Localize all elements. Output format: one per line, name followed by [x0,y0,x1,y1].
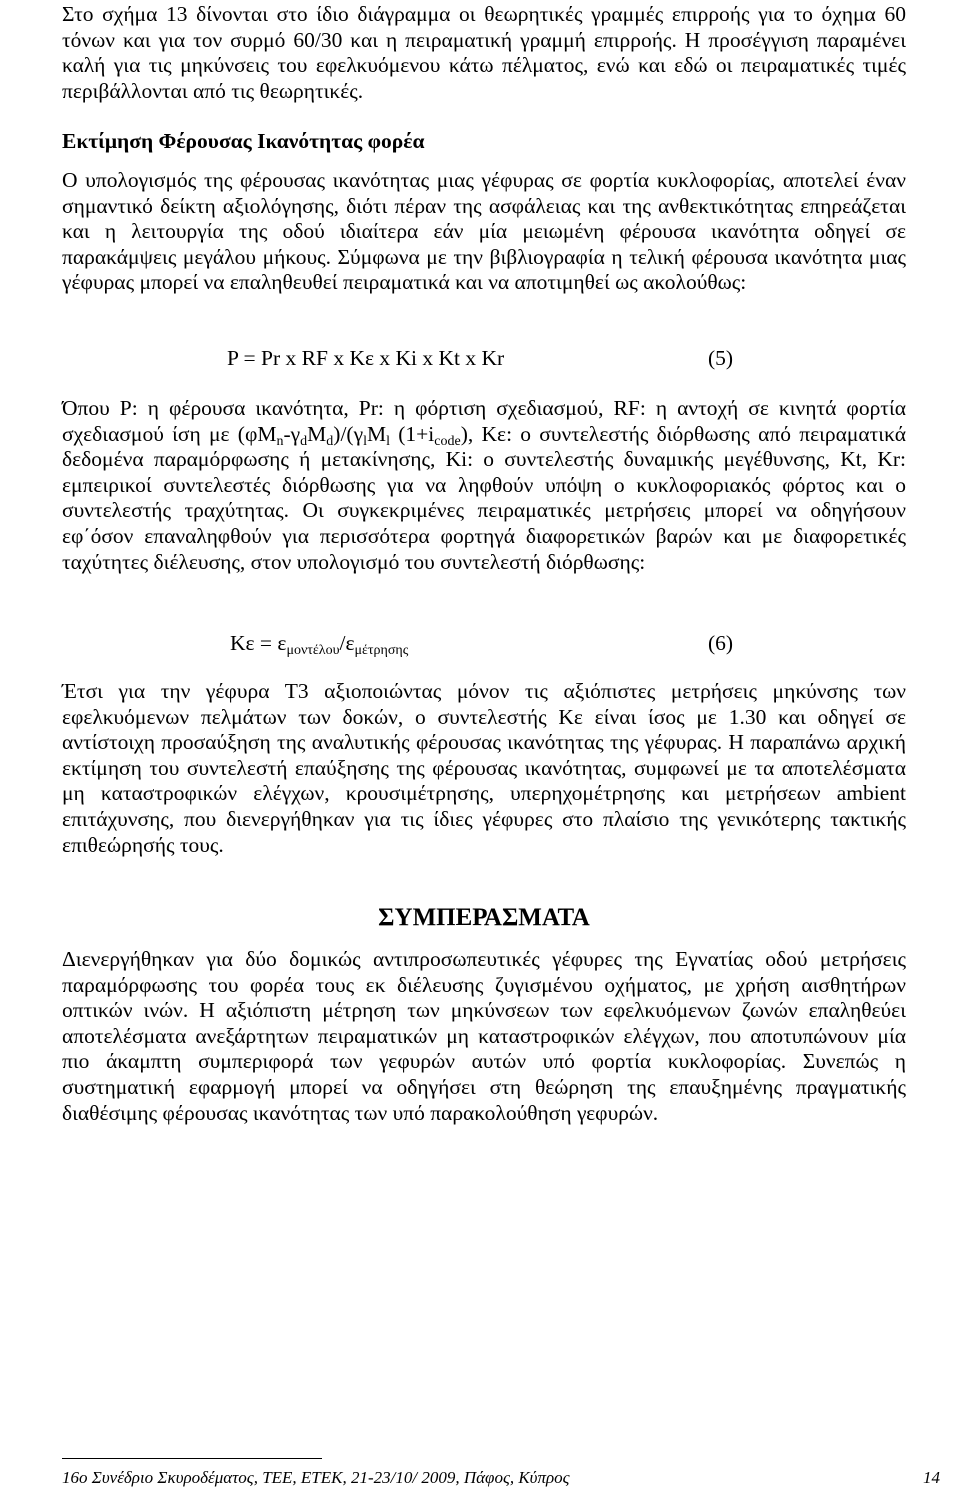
footer-divider [62,1458,322,1459]
text-run: /ε [339,631,355,655]
paragraph-load-capacity-intro: Ο υπολογισμός της φέρουσας ικανότητας μιας γέφυρας σε φορτία κυκλοφορίας, αποτελεί έναν σημαντικό δείκτη αξιολόγησης, διότι πέραν της ασφάλειας και της ανθεκτικότητας επηρεάζεται και η λειτουργία της οδού ιδιαίτερα εάν μία μειωμένη φέρουσα ικανότητα οδηγεί σε παρακάμψεις μεγάλου μήκους. Σύμφωνα με την βιβλιογραφία η τελική φέρουσα ικανότητα μιας γέφυρας μπορεί να επαληθευθεί πειραματικά και να αποτιμηθεί ως ακολούθως: [62,168,906,295]
text-run: Kε = ε [230,631,287,655]
paragraph-conclusions: Διενεργήθηκαν για δύο δομικώς αντιπροσωπευτικές γέφυρες της Εγνατίας οδού μετρήσεις παραμόρφωσης του φορέα τους εκ διέλευσης ζυγισμένου οχήματος, με χρήση αισθητήρων οπτικών ινών. Η αξιόπιστη μέτρηση των μηκύνσεων των εφελκυόμενων ζωνών επαληθεύει αποτελέσματα ανεξάρτητων πειραματικών μη καταστροφικών ελέγχων, που αποτυπώνουν μία πιο άκαμπτη συμπεριφορά των γεφυρών αυτών υπό φορτία κυκλοφορίας. Συνεπώς η συστηματική εφαρμογή μπορεί να οδηγήσει στη θεώρηση της επαυξημένης πραγματικής διαθέσιμης φέρουσας ικανότητας των υπό παρακολούθηση γεφυρών. [62,947,906,1125]
subscript: n [276,433,284,449]
section-heading-conclusions: ΣΥΜΠΕΡΑΣΜΑΤΑ [378,904,590,931]
subscript: l [363,433,367,449]
subscript: d [300,433,308,449]
subscript: code [434,433,461,449]
equation-5-number: (5) [708,346,734,370]
text-run: -γ [283,421,301,446]
equation-5-expression: P = Pr x RF x Kε x Ki x Kt x Kr [227,346,505,370]
text-run: )/(γ [333,421,364,446]
text-run: Όπου P: η φέρουσα ικανότητα, Pr: η φόρτιση σχεδιασμού, RF: η αντοχή σε κινητά φορτία σχεδιασμού ίση με (φM [62,396,906,446]
subscript: μέτρησης [354,643,409,658]
subscript: d [326,433,334,449]
section-heading-load-capacity: Εκτίμηση Φέρουσας Ικανότητας φορέα [62,129,425,153]
equation-6-number: (6) [708,631,734,655]
subscript: l [386,433,390,449]
footer-page-number: 14 [923,1468,940,1487]
paragraph-figure-13: Στο σχήμα 13 δίνονται στο ίδιο διάγραμμα οι θεωρητικές γραμμές επιρροής για το όχημα 60 τόνων και για τον συρμό 60/30 και η πειραματική γραμμή επιρροής. Η προσέγγιση παραμένει καλή για τις μηκύνσεις του εφελκυόμενου κάτω πέλματος, ενώ και εδώ οι πειραματικές τιμές περιβάλλονται από τις θεωρητικές. [62,2,906,103]
text-run: ), Kε: ο συντελεστής διόρθωσης από πειραματικά δεδομένα παραμόρφωσης ή μετακίνησης, Ki: ο συντελεστής δυναμικής μεγέθυνσης, Kt, Kr: εμπειρικοί συντελεστές διόρθωσης για να ληφθούν υπόψη ο κυκλοφοριακός φόρτος και ο συντελεστής τραχύτητας. Οι συγκεκριμένες πειραματικές μετρήσεις μπορεί να οδηγήσουν εφ΄όσον επαναληφθούν για περισσότερα φορτηγά διαφορετικών βαρών και με διαφορετικές ταχύτητες διέλευσης, στον υπολογισμό του συντελεστή διόρθωσης: [62,421,906,574]
text-run: (1+i [390,421,435,446]
paragraph-bridge-t3: Έτσι για την γέφυρα Τ3 αξιοποιώντας μόνον τις αξιόπιστες μετρήσεις μηκύνσης των εφελκυόμενων πελμάτων των δοκών, ο συντελεστής Kε είναι ίσος με 1.30 και οδηγεί σε αντίστοιχη προσαύξηση της αναλυτικής φέρουσας ικανότητας της γέφυρας. Η παραπάνω αρχική εκτίμηση του συντελεστή επαύξησης της φέρουσας ικανότητας, συμφωνεί με τα αποτελέσματα μη καταστροφικών ελέγχων, κρουσιμέτρησης, υπερηχομέτρησης και μετρήσεων ambient επιτάχυνσης, που διενεργήθηκαν για τις ίδιες γέφυρες στο πλαίσιο της γενικότερης τακτικής επιθεώρησής τους. [62,679,906,857]
subscript: μοντέλου [286,643,340,658]
text-run: M [366,421,387,446]
footer-conference: 16ο Συνέδριο Σκυροδέματος, ΤΕΕ, ΕΤΕΚ, 21-23/10/ 2009, Πάφος, Κύπρος [62,1468,570,1487]
equation-6-expression [230,630,408,656]
text-run: M [307,421,327,446]
paragraph-definitions [62,396,906,575]
